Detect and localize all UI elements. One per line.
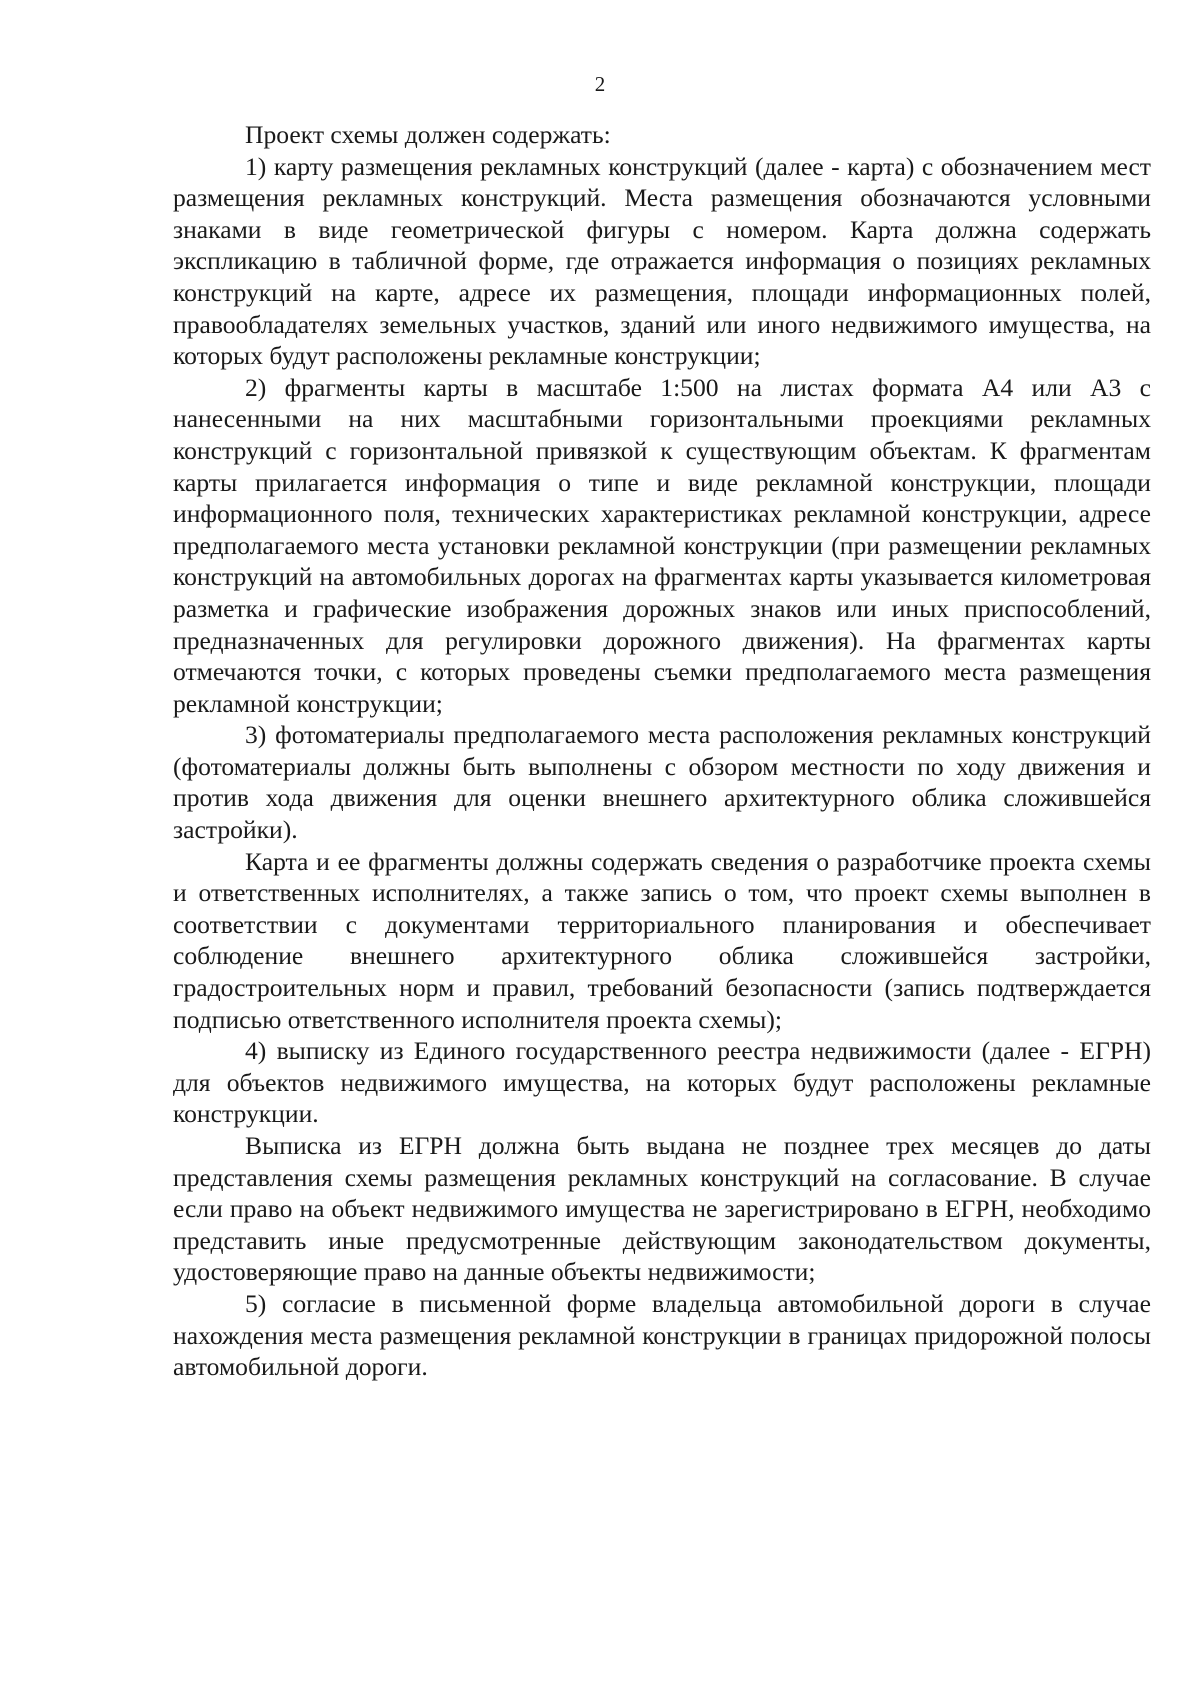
paragraph-egrn-extract-terms: Выписка из ЕГРН должна быть выдана не позднее трех месяцев до даты представления схемы размещения рекламных конструкций на согласование. В случае если право на объект недвижимого имущества не зарегистрировано в ЕГРН, необходимо представить иные предусмотренные действующим законодательством документы, удостоверяющие право на данные объекты недвижимости; bbox=[173, 1131, 1151, 1287]
paragraph-item-2-map-fragments: 2) фрагменты карты в масштабе 1:500 на листах формата А4 или А3 с нанесенными на них масштабными горизонтальными проекциями рекламных конструкций с горизонтальной привязкой к существующим объектам. К фрагментам карты прилагается информация о типе и виде рекламной конструкции, площади информационного поля, технических характеристиках рекламной конструкции, адресе предполагаемого места установки рекламной конструкции (при размещении рекламных конструкций на автомобильных дорогах на фрагментах карты указывается километровая разметка и графические изображения дорожных знаков или иных приспособлений, предназначенных для регулировки дорожного движения). На фрагментах карты отмечаются точки, с которых проведены съемки предполагаемого места размещения рекламной конструкции; bbox=[173, 372, 1151, 718]
paragraph-item-3-photos: 3) фотоматериалы предполагаемого места расположения рекламных конструкций (фотоматериалы должны быть выполнены с обзором местности по ходу движения и против хода движения для оценки внешнего архитектурного облика сложившейся застройки). bbox=[173, 720, 1151, 845]
paragraph-item-1-map: 1) карту размещения рекламных конструкций (далее - карта) с обозначением мест размещения рекламных конструкций. Места размещения обозначаются условными знаками в виде геометрической фигуры с номером. Карта должна содержать экспликацию в табличной форме, где отражается информация о позициях рекламных конструкций на карте, адресе их размещения, площади информационных полей, правообладателях земельных участков, зданий или иного недвижимого имущества, на которых будут расположены рекламные конструкции; bbox=[173, 151, 1151, 371]
paragraph-item-5-road-owner-consent: 5) согласие в письменной форме владельца автомобильной дороги в случае нахождения места размещения рекламной конструкции в границах придорожной полосы автомобильной дороги. bbox=[173, 1288, 1151, 1382]
paragraph-item-4-egrn-extract: 4) выписку из Единого государственного реестра недвижимости (далее - ЕГРН) для объектов недвижимого имущества, на которых будут расположены рекламные конструкции. bbox=[173, 1036, 1151, 1129]
page-number: 2 bbox=[594, 72, 606, 96]
paragraph-map-developer-info: Карта и ее фрагменты должны содержать сведения о разработчике проекта схемы и ответственных исполнителях, а также запись о том, что проект схемы выполнен в соответствии с документами территориального планирования и обеспечивает соблюдение внешнего архитектурного облика сложившейся застройки, градостроительных норм и правил, требований безопасности (запись подтверждается подписью ответственного исполнителя проекта схемы); bbox=[173, 846, 1151, 1034]
document-body bbox=[173, 119, 1151, 1383]
paragraph-intro: Проект схемы должен содержать: bbox=[245, 120, 611, 149]
